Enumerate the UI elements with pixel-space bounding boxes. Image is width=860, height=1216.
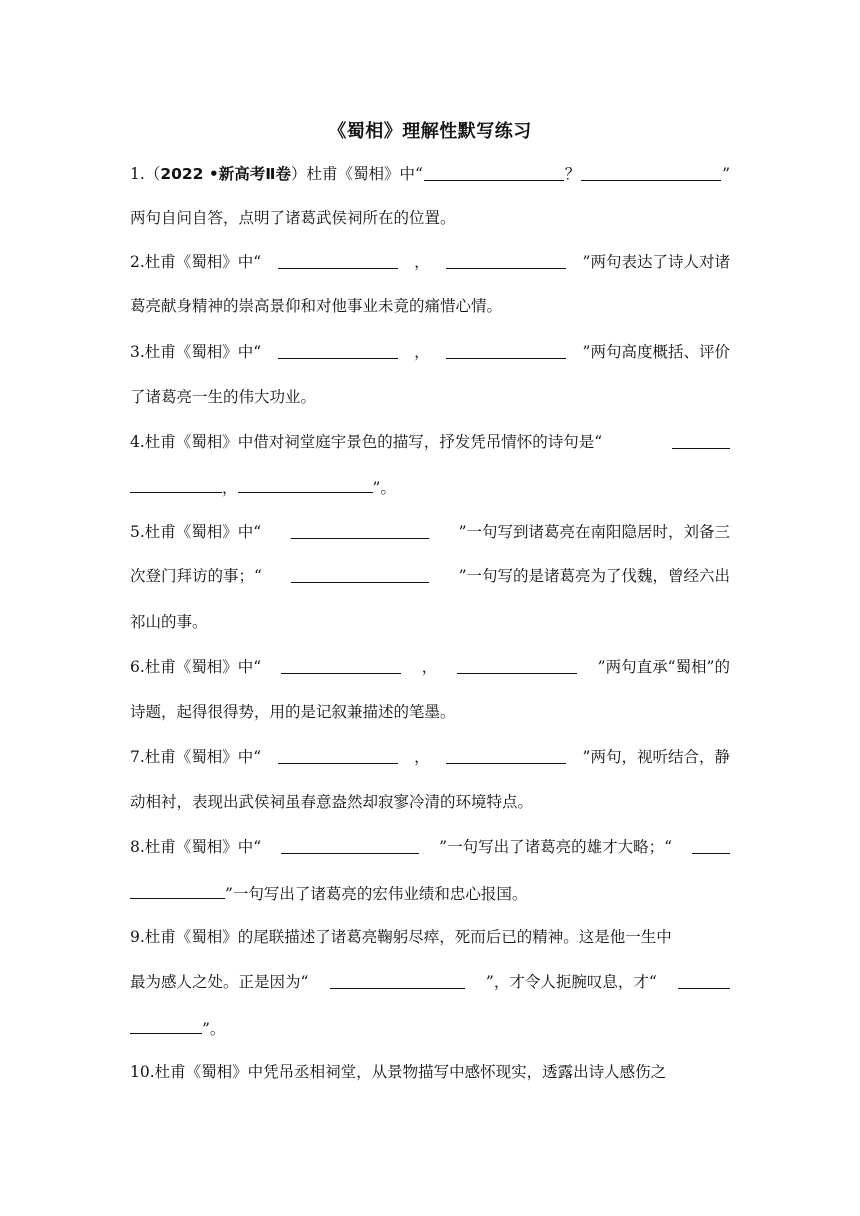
question-1-prefix: 杜甫《蜀相》中“ bbox=[306, 165, 423, 183]
answer-blank[interactable] bbox=[278, 340, 398, 359]
question-1-source-close: ） bbox=[290, 165, 307, 183]
answer-blank[interactable] bbox=[581, 162, 721, 181]
question-5-line-3: 祁山的事。 bbox=[130, 613, 208, 631]
question-10-line-1: 10.杜甫《蜀相》中凭吊丞相祠堂，从景物描写中感怀现实，透露出诗人感伤之 bbox=[130, 1063, 667, 1081]
question-4-prefix: 4.杜甫《蜀相》中借对祠堂庭宇景色的描写，抒发凭吊情怀的诗句是“ bbox=[130, 433, 603, 451]
question-8-line-1 bbox=[130, 835, 730, 859]
question-6-separator: ， bbox=[421, 658, 438, 676]
question-1-number: 1. bbox=[130, 165, 145, 183]
question-3-separator: ， bbox=[414, 343, 430, 361]
answer-blank[interactable] bbox=[446, 250, 566, 269]
answer-blank[interactable] bbox=[457, 655, 577, 674]
answer-blank[interactable] bbox=[238, 474, 373, 493]
answer-blank[interactable] bbox=[692, 835, 730, 854]
page-title: 《蜀相》理解性默写练习 bbox=[328, 121, 532, 142]
question-7-prefix: 7.杜甫《蜀相》中“ bbox=[130, 748, 262, 766]
question-7-line-2: 动相衬，表现出武侯祠虽春意盎然却寂寥冷清的环境特点。 bbox=[130, 793, 534, 811]
answer-blank[interactable] bbox=[278, 745, 398, 764]
question-1-suffix: ” bbox=[722, 165, 730, 183]
question-8-line-2-suffix: ”一句写出了诸葛亮的宏伟业绩和忠心报国。 bbox=[225, 885, 528, 903]
question-3-prefix: 3.杜甫《蜀相》中“ bbox=[130, 343, 262, 361]
question-6-suffix: ”两句直承“蜀相”的 bbox=[597, 658, 730, 676]
question-1-source-open: （ bbox=[144, 165, 161, 183]
question-7-line-1 bbox=[130, 745, 730, 769]
question-4-line-1 bbox=[130, 430, 730, 454]
question-1-separator: ？ bbox=[564, 165, 581, 183]
question-9-line-1: 9.杜甫《蜀相》的尾联描述了诸葛亮鞠躬尽瘁，死而后已的精神。这是他一生中 bbox=[130, 928, 672, 946]
answer-blank[interactable] bbox=[678, 970, 730, 989]
question-9-line-2 bbox=[130, 970, 730, 994]
question-2-separator: ， bbox=[414, 253, 430, 271]
question-1-line-1 bbox=[130, 162, 730, 186]
question-9-line-2-prefix: 最为感人之处。正是因为“ bbox=[130, 973, 309, 991]
question-8-suffix: ”一句写出了诸葛亮的雄才大略；“ bbox=[439, 838, 673, 856]
answer-blank[interactable] bbox=[130, 1015, 202, 1034]
question-5-line-2-suffix: ”一句写的是诸葛亮为了伐魏，曾经六出 bbox=[458, 567, 730, 585]
answer-blank[interactable] bbox=[281, 655, 401, 674]
question-2-suffix: ”两句表达了诗人对诸 bbox=[582, 253, 730, 271]
question-6-prefix: 6.杜甫《蜀相》中“ bbox=[130, 658, 262, 676]
question-2-prefix: 2.杜甫《蜀相》中“ bbox=[130, 253, 262, 271]
answer-blank[interactable] bbox=[291, 564, 429, 583]
question-8-line-2 bbox=[130, 880, 730, 904]
question-5-line-2 bbox=[130, 564, 730, 588]
question-7-suffix: ”两句，视听结合，静 bbox=[582, 748, 730, 766]
question-3-line-2: 了诸葛亮一生的伟大功业。 bbox=[130, 388, 317, 406]
question-5-line-2-prefix: 次登门拜访的事；“ bbox=[130, 567, 262, 585]
question-9-line-3 bbox=[130, 1015, 730, 1039]
question-3-line-1 bbox=[130, 340, 730, 364]
question-6-line-2: 诗题，起得很得势，用的是记叙兼描述的笔墨。 bbox=[130, 703, 456, 721]
answer-blank[interactable] bbox=[281, 835, 419, 854]
answer-blank[interactable] bbox=[672, 430, 730, 449]
answer-blank[interactable] bbox=[330, 970, 465, 989]
question-1-source: 2022 •新高考Ⅱ卷 bbox=[160, 165, 291, 183]
question-1-line-2: 两句自问自答，点明了诸葛武侯祠所在的位置。 bbox=[130, 209, 456, 227]
question-2-line-1 bbox=[130, 250, 730, 274]
answer-blank[interactable] bbox=[291, 520, 429, 539]
question-6-line-1 bbox=[130, 655, 730, 679]
answer-blank[interactable] bbox=[278, 250, 398, 269]
question-7-separator: ， bbox=[414, 748, 430, 766]
question-2-line-2: 葛亮献身精神的崇高景仰和对他事业未竟的痛惜心情。 bbox=[130, 297, 503, 315]
answer-blank[interactable] bbox=[446, 745, 566, 764]
question-8-prefix: 8.杜甫《蜀相》中“ bbox=[130, 838, 262, 856]
answer-blank[interactable] bbox=[424, 162, 564, 181]
question-4-separator: ， bbox=[222, 479, 238, 497]
question-9-line-2-middle: ”，才令人扼腕叹息，才“ bbox=[485, 973, 657, 991]
question-4-line-2 bbox=[130, 474, 730, 498]
answer-blank[interactable] bbox=[446, 340, 566, 359]
question-3-suffix: ”两句高度概括、评价 bbox=[582, 343, 730, 361]
question-9-line-3-suffix: ”。 bbox=[202, 1020, 226, 1038]
answer-blank[interactable] bbox=[130, 474, 222, 493]
answer-blank[interactable] bbox=[130, 880, 225, 899]
question-5-prefix: 5.杜甫《蜀相》中“ bbox=[130, 523, 262, 541]
question-4-suffix: ”。 bbox=[372, 479, 396, 497]
question-5-suffix: ”一句写到诸葛亮在南阳隐居时，刘备三 bbox=[458, 523, 730, 541]
question-5-line-1 bbox=[130, 520, 730, 544]
